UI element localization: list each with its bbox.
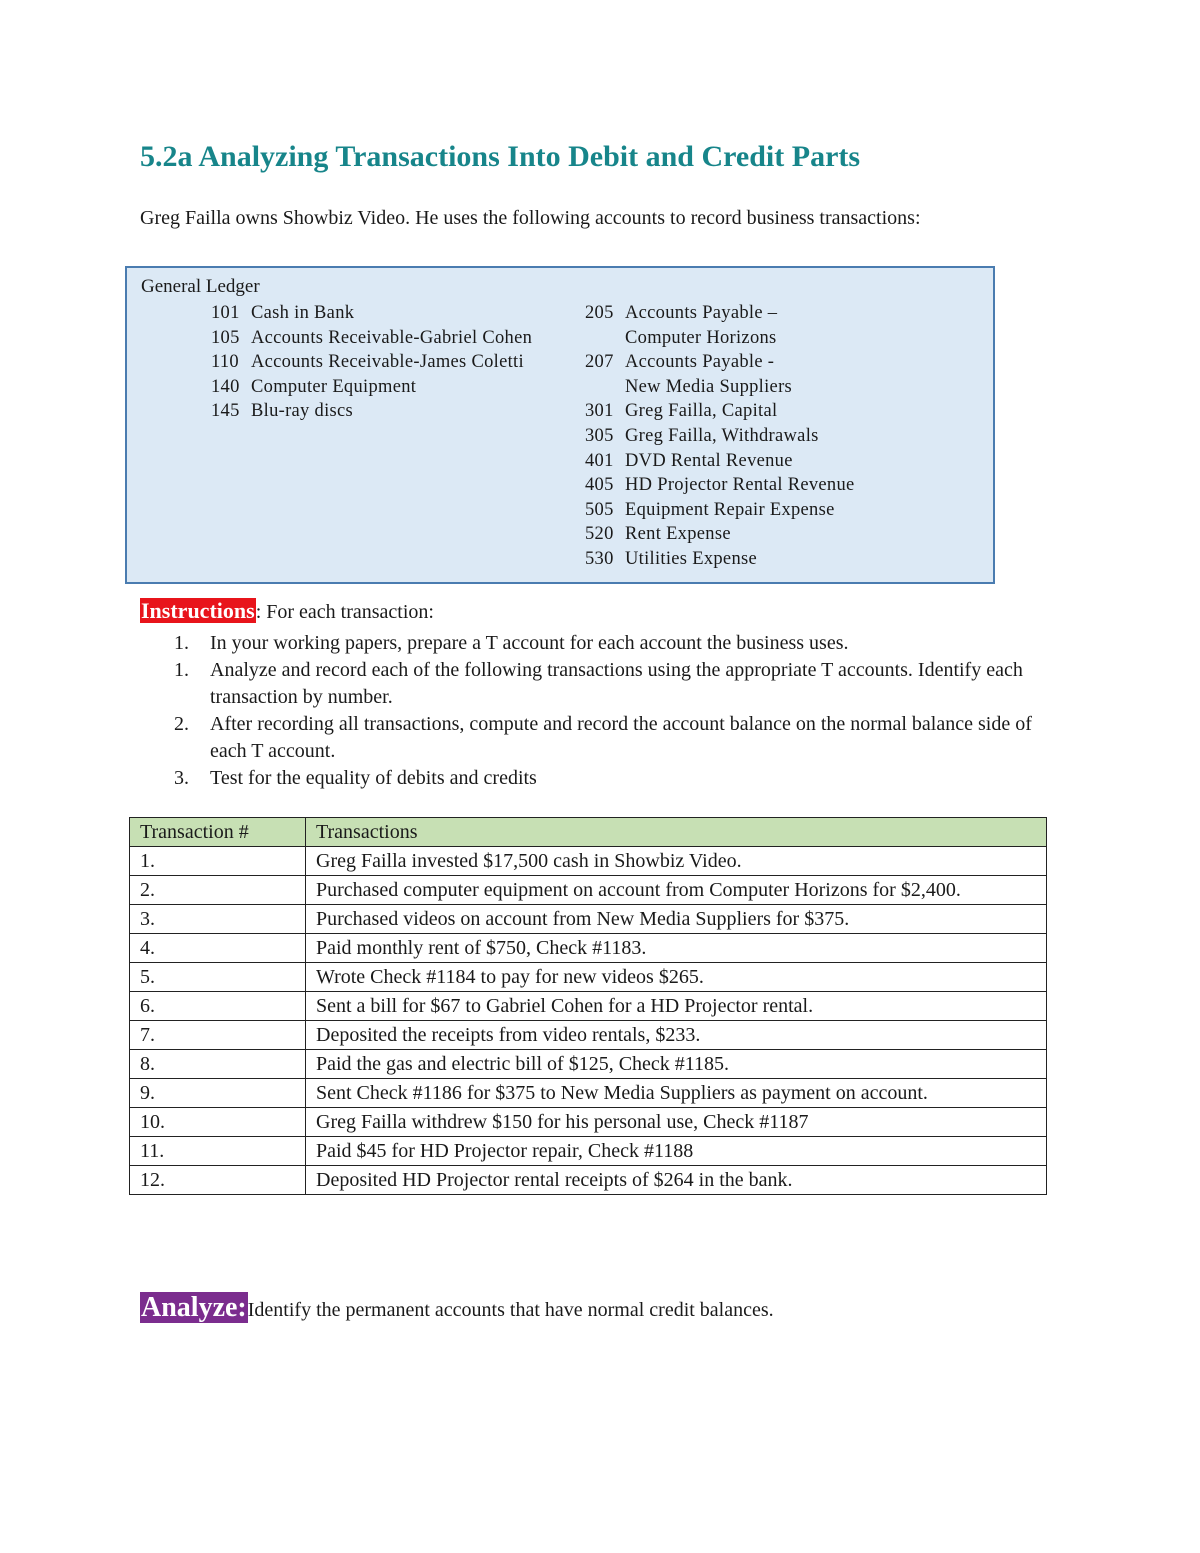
ledger-right-column	[585, 301, 855, 572]
transaction-number-cell: 6.	[130, 992, 306, 1021]
instructions-line	[140, 598, 434, 624]
ledger-account	[585, 424, 855, 449]
account-number: 101	[211, 303, 240, 323]
column-header-transactions: Transactions	[306, 818, 1047, 847]
instructions-badge: Instructions	[141, 598, 255, 623]
account-name: Accounts Payable – Computer Horizons	[625, 303, 778, 348]
ledger-account	[585, 473, 855, 498]
table-row	[130, 992, 1047, 1021]
table-row	[130, 1166, 1047, 1195]
ledger-left-column	[211, 301, 532, 424]
account-number: 105	[211, 327, 240, 348]
transaction-number-cell: 11.	[130, 1137, 306, 1166]
account-number: 140	[211, 376, 240, 397]
transaction-description-cell: Paid monthly rent of $750, Check #1183.	[306, 934, 1047, 963]
account-number: 505	[585, 499, 614, 520]
transaction-description-cell: Wrote Check #1184 to pay for new videos $265.	[306, 963, 1047, 992]
step-number: 2.	[174, 713, 189, 735]
instructions-list	[140, 630, 1050, 792]
general-ledger-box	[125, 266, 995, 584]
step-number: 1.	[174, 632, 189, 654]
transactions-table	[129, 817, 1047, 1195]
transaction-number-cell: 8.	[130, 1050, 306, 1079]
ledger-account	[585, 522, 855, 547]
account-name: Accounts Payable - New Media Suppliers	[625, 352, 793, 397]
account-number: 301	[585, 401, 614, 422]
account-name: HD Projector Rental Revenue	[625, 475, 855, 496]
analyze-text: Identify the permanent accounts that have normal credit balances.	[247, 1299, 774, 1321]
account-number: 207	[585, 352, 614, 373]
transaction-description-cell: Purchased videos on account from New Media Suppliers for $375.	[306, 905, 1047, 934]
instruction-step	[140, 630, 1050, 657]
transaction-number-cell: 1.	[130, 847, 306, 876]
step-text: After recording all transactions, compute and record the account balance on the normal balance side of each T account.	[210, 713, 1032, 762]
ledger-account	[585, 350, 855, 399]
ledger-account	[585, 449, 855, 474]
column-header-transaction-number: Transaction #	[130, 818, 306, 847]
ledger-account	[585, 301, 855, 350]
table-row	[130, 876, 1047, 905]
analyze-badge: Analyze:	[141, 1292, 247, 1323]
instructions-lead: : For each transaction:	[255, 601, 434, 623]
transaction-description-cell: Deposited HD Projector rental receipts of $264 in the bank.	[306, 1166, 1047, 1195]
account-number: 530	[585, 548, 614, 569]
ledger-account	[211, 399, 532, 424]
table-row	[130, 963, 1047, 992]
table-row	[130, 847, 1047, 876]
table-row	[130, 1108, 1047, 1137]
account-name: Greg Failla, Capital	[625, 401, 778, 422]
transaction-description-cell: Sent a bill for $67 to Gabriel Cohen for a HD Projector rental.	[306, 992, 1047, 1021]
ledger-account	[211, 350, 532, 375]
instruction-step	[140, 657, 1050, 711]
transaction-number-cell: 7.	[130, 1021, 306, 1050]
instruction-step	[140, 765, 1050, 792]
account-name: Accounts Receivable-James Coletti	[251, 352, 524, 373]
ledger-account	[585, 498, 855, 523]
analyze-line	[140, 1292, 774, 1324]
account-name: DVD Rental Revenue	[625, 450, 793, 471]
account-number: 405	[585, 475, 614, 496]
table-row	[130, 934, 1047, 963]
step-text: In your working papers, prepare a T account for each account the business uses.	[210, 632, 849, 654]
account-number: 205	[585, 303, 614, 323]
transaction-number-cell: 2.	[130, 876, 306, 905]
ledger-account	[585, 547, 855, 572]
table-header-row	[130, 818, 1047, 847]
account-number: 145	[211, 401, 240, 422]
account-number: 401	[585, 450, 614, 471]
account-number: 305	[585, 425, 614, 446]
transaction-number-cell: 4.	[130, 934, 306, 963]
transaction-number-cell: 10.	[130, 1108, 306, 1137]
transaction-number-cell: 9.	[130, 1079, 306, 1108]
table-row	[130, 1050, 1047, 1079]
transaction-number-cell: 5.	[130, 963, 306, 992]
ledger-account	[585, 399, 855, 424]
transaction-description-cell: Deposited the receipts from video rentals, $233.	[306, 1021, 1047, 1050]
step-number: 3.	[174, 767, 189, 789]
account-number: 520	[585, 524, 614, 545]
account-name: Utilities Expense	[625, 548, 758, 569]
table-row	[130, 1021, 1047, 1050]
ledger-account	[211, 301, 532, 326]
account-name: Computer Equipment	[251, 376, 417, 397]
account-name: Greg Failla, Withdrawals	[625, 425, 819, 446]
transaction-description-cell: Paid the gas and electric bill of $125, Check #1185.	[306, 1050, 1047, 1079]
table-row	[130, 1079, 1047, 1108]
table-row	[130, 905, 1047, 934]
transaction-description-cell: Paid $45 for HD Projector repair, Check #1188	[306, 1137, 1047, 1166]
instruction-step	[140, 711, 1050, 765]
account-name: Equipment Repair Expense	[625, 499, 835, 520]
transaction-description-cell: Greg Failla invested $17,500 cash in Showbiz Video.	[306, 847, 1047, 876]
account-number: 110	[211, 352, 239, 373]
page-title: 5.2a Analyzing Transactions Into Debit and Credit Parts	[140, 140, 861, 173]
step-number: 1.	[174, 659, 189, 681]
ledger-heading: General Ledger	[141, 276, 260, 297]
ledger-account	[211, 326, 532, 351]
transaction-description-cell: Sent Check #1186 for $375 to New Media Suppliers as payment on account.	[306, 1079, 1047, 1108]
transaction-number-cell: 12.	[130, 1166, 306, 1195]
transaction-number-cell: 3.	[130, 905, 306, 934]
ledger-account	[211, 375, 532, 400]
transaction-description-cell: Greg Failla withdrew $150 for his personal use, Check #1187	[306, 1108, 1047, 1137]
intro-paragraph: Greg Failla owns Showbiz Video. He uses the following accounts to record business transactions:	[140, 207, 921, 229]
account-name: Rent Expense	[625, 524, 731, 545]
step-text: Analyze and record each of the following transactions using the appropriate T accounts. Identify each transaction by number.	[210, 659, 1023, 708]
table-row	[130, 1137, 1047, 1166]
step-text: Test for the equality of debits and credits	[210, 767, 537, 789]
transaction-description-cell: Purchased computer equipment on account from Computer Horizons for $2,400.	[306, 876, 1047, 905]
account-name: Cash in Bank	[251, 303, 355, 323]
account-name: Blu-ray discs	[251, 401, 354, 422]
account-name: Accounts Receivable-Gabriel Cohen	[251, 327, 533, 348]
